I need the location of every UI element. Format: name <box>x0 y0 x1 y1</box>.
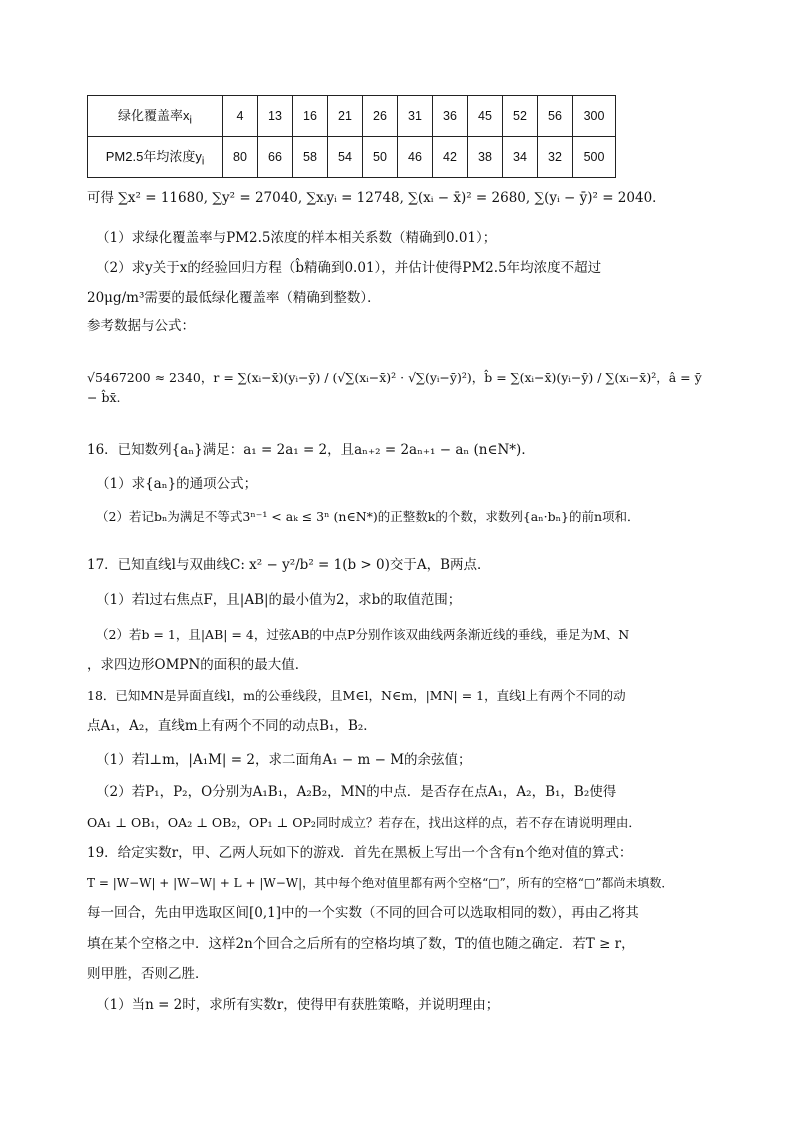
q18-stem: 18．已知MN是异面直线l，m的公垂线段，且M∈l，N∈m，|MN| = 1，直线l上有两个不同的动 <box>87 688 626 703</box>
row-header-y <box>88 137 223 178</box>
given-sums: 可得 ∑x² = 11680, ∑y² = 27040, ∑xᵢyᵢ = 12748, ∑(xᵢ − x̄)² = 2680, ∑(yᵢ − ȳ)² = 2040． <box>87 190 666 206</box>
q18-part1: （1）若l⊥m，|A₁M| = 2，求二面角A₁ − m − M的余弦值； <box>96 752 472 768</box>
row-header-x-label: 绿化覆盖率x <box>118 108 190 124</box>
x-cell: 16 <box>293 96 328 137</box>
q16-stem: 16．已知数列{aₙ}满足：a₁ = 2a₁ = 2，且aₙ₊₂ = 2aₙ₊₁ − aₙ (n∈N*)． <box>87 442 535 458</box>
x-cell: 4 <box>223 96 258 137</box>
y-cell: 66 <box>258 137 293 178</box>
y-cell: 42 <box>433 137 468 178</box>
y-cell: 80 <box>223 137 258 178</box>
table-row <box>88 96 616 137</box>
x-cell: 13 <box>258 96 293 137</box>
q19-rule-2: 填在某个空格之中．这样2n个回合之后所有的空格均填了数，T的值也随之确定．若T ≥ r， <box>87 936 635 952</box>
q19-expression: T = |W−W| + |W−W| + L + |W−W|，其中每个绝对值里都有两个空格“□”，所有的空格“□”都尚未填数． <box>87 876 674 890</box>
q19-rule-1: 每一回合，先由甲选取区间[0,1]中的一个实数（不同的回合可以选取相同的数），再由乙将其 <box>87 905 639 921</box>
q16-part2: （2）若记bₙ为满足不等式3ⁿ⁻¹ < aₖ ≤ 3ⁿ (n∈N*)的正整数k的个数，求数列{aₙ·bₙ}的前n项和． <box>96 509 640 524</box>
reference-formula: √5467200 ≈ 2340，r = ∑(xᵢ−x̄)(yᵢ−ȳ) / (√∑(xᵢ−x̄)² · √∑(yᵢ−ȳ)²)，b̂ = ∑(xᵢ−x̄)(yᵢ−ȳ) / ∑(xᵢ−x̄)²，â = ȳ − b̂x̄. <box>87 370 702 405</box>
q15-part2: （2）求y关于x的经验回归方程（b̂精确到0.01），并估计使得PM2.5年均浓度不超过 <box>96 260 602 276</box>
y-cell: 58 <box>293 137 328 178</box>
q17-part2-cont: ，求四边形OMPN的面积的最大值． <box>87 657 309 673</box>
y-cell: 54 <box>328 137 363 178</box>
y-cell: 46 <box>398 137 433 178</box>
y-cell: 500 <box>573 137 616 178</box>
q15-part2-cont: 20μg/m³需要的最低绿化覆盖率（精确到整数）． <box>87 290 381 306</box>
row-header-y-sub: i <box>201 155 205 168</box>
x-cell: 300 <box>573 96 616 137</box>
q18-stem-cont: 点A₁，A₂，直线m上有两个不同的动点B₁，B₂． <box>87 718 377 734</box>
row-header-x <box>88 96 223 137</box>
row-header-y-label: PM2.5年均浓度y <box>105 149 202 165</box>
q15-part1: （1）求绿化覆盖率与PM2.5浓度的样本相关系数（精确到0.01）； <box>96 230 497 246</box>
data-table <box>87 95 616 178</box>
x-cell: 56 <box>538 96 573 137</box>
x-cell: 36 <box>433 96 468 137</box>
q16-part1: （1）求{aₙ}的通项公式； <box>96 476 258 492</box>
q17-stem: 17．已知直线l与双曲线C: x² − y²/b² = 1(b > 0)交于A，B两点． <box>87 557 491 573</box>
x-cell: 45 <box>468 96 503 137</box>
y-cell: 32 <box>538 137 573 178</box>
x-cell: 52 <box>503 96 538 137</box>
x-cell: 31 <box>398 96 433 137</box>
q19-rule-3: 则甲胜，否则乙胜． <box>87 966 209 982</box>
row-header-x-sub: i <box>189 114 192 127</box>
y-cell: 50 <box>363 137 398 178</box>
reference-title: 参考数据与公式： <box>87 318 195 334</box>
q17-part1: （1）若l过右焦点F，且|AB|的最小值为2，求b的取值范围； <box>96 592 462 608</box>
q19-stem: 19．给定实数r，甲、乙两人玩如下的游戏．首先在黑板上写出一个含有n个绝对值的算式： <box>87 845 633 861</box>
y-cell: 38 <box>468 137 503 178</box>
q18-part2: （2）若P₁，P₂，O分别为A₁B₁，A₂B₂，MN的中点．是否存在点A₁，A₂，B₁，B₂使得 <box>96 784 617 800</box>
x-cell: 21 <box>328 96 363 137</box>
x-cell: 26 <box>363 96 398 137</box>
q17-part2: （2）若b = 1，且|AB| = 4，过弦AB的中点P分别作该双曲线两条渐近线的垂线，垂足为M、N <box>96 627 630 642</box>
q19-part1: （1）当n = 2时，求所有实数r，使得甲有获胜策略，并说明理由； <box>96 997 500 1013</box>
q18-part2-cont: OA₁ ⊥ OB₁，OA₂ ⊥ OB₂，OP₁ ⊥ OP₂同时成立？若存在，找出这样的点，若不存在请说明理由． <box>87 815 641 830</box>
y-cell: 34 <box>503 137 538 178</box>
table-row <box>88 137 616 178</box>
